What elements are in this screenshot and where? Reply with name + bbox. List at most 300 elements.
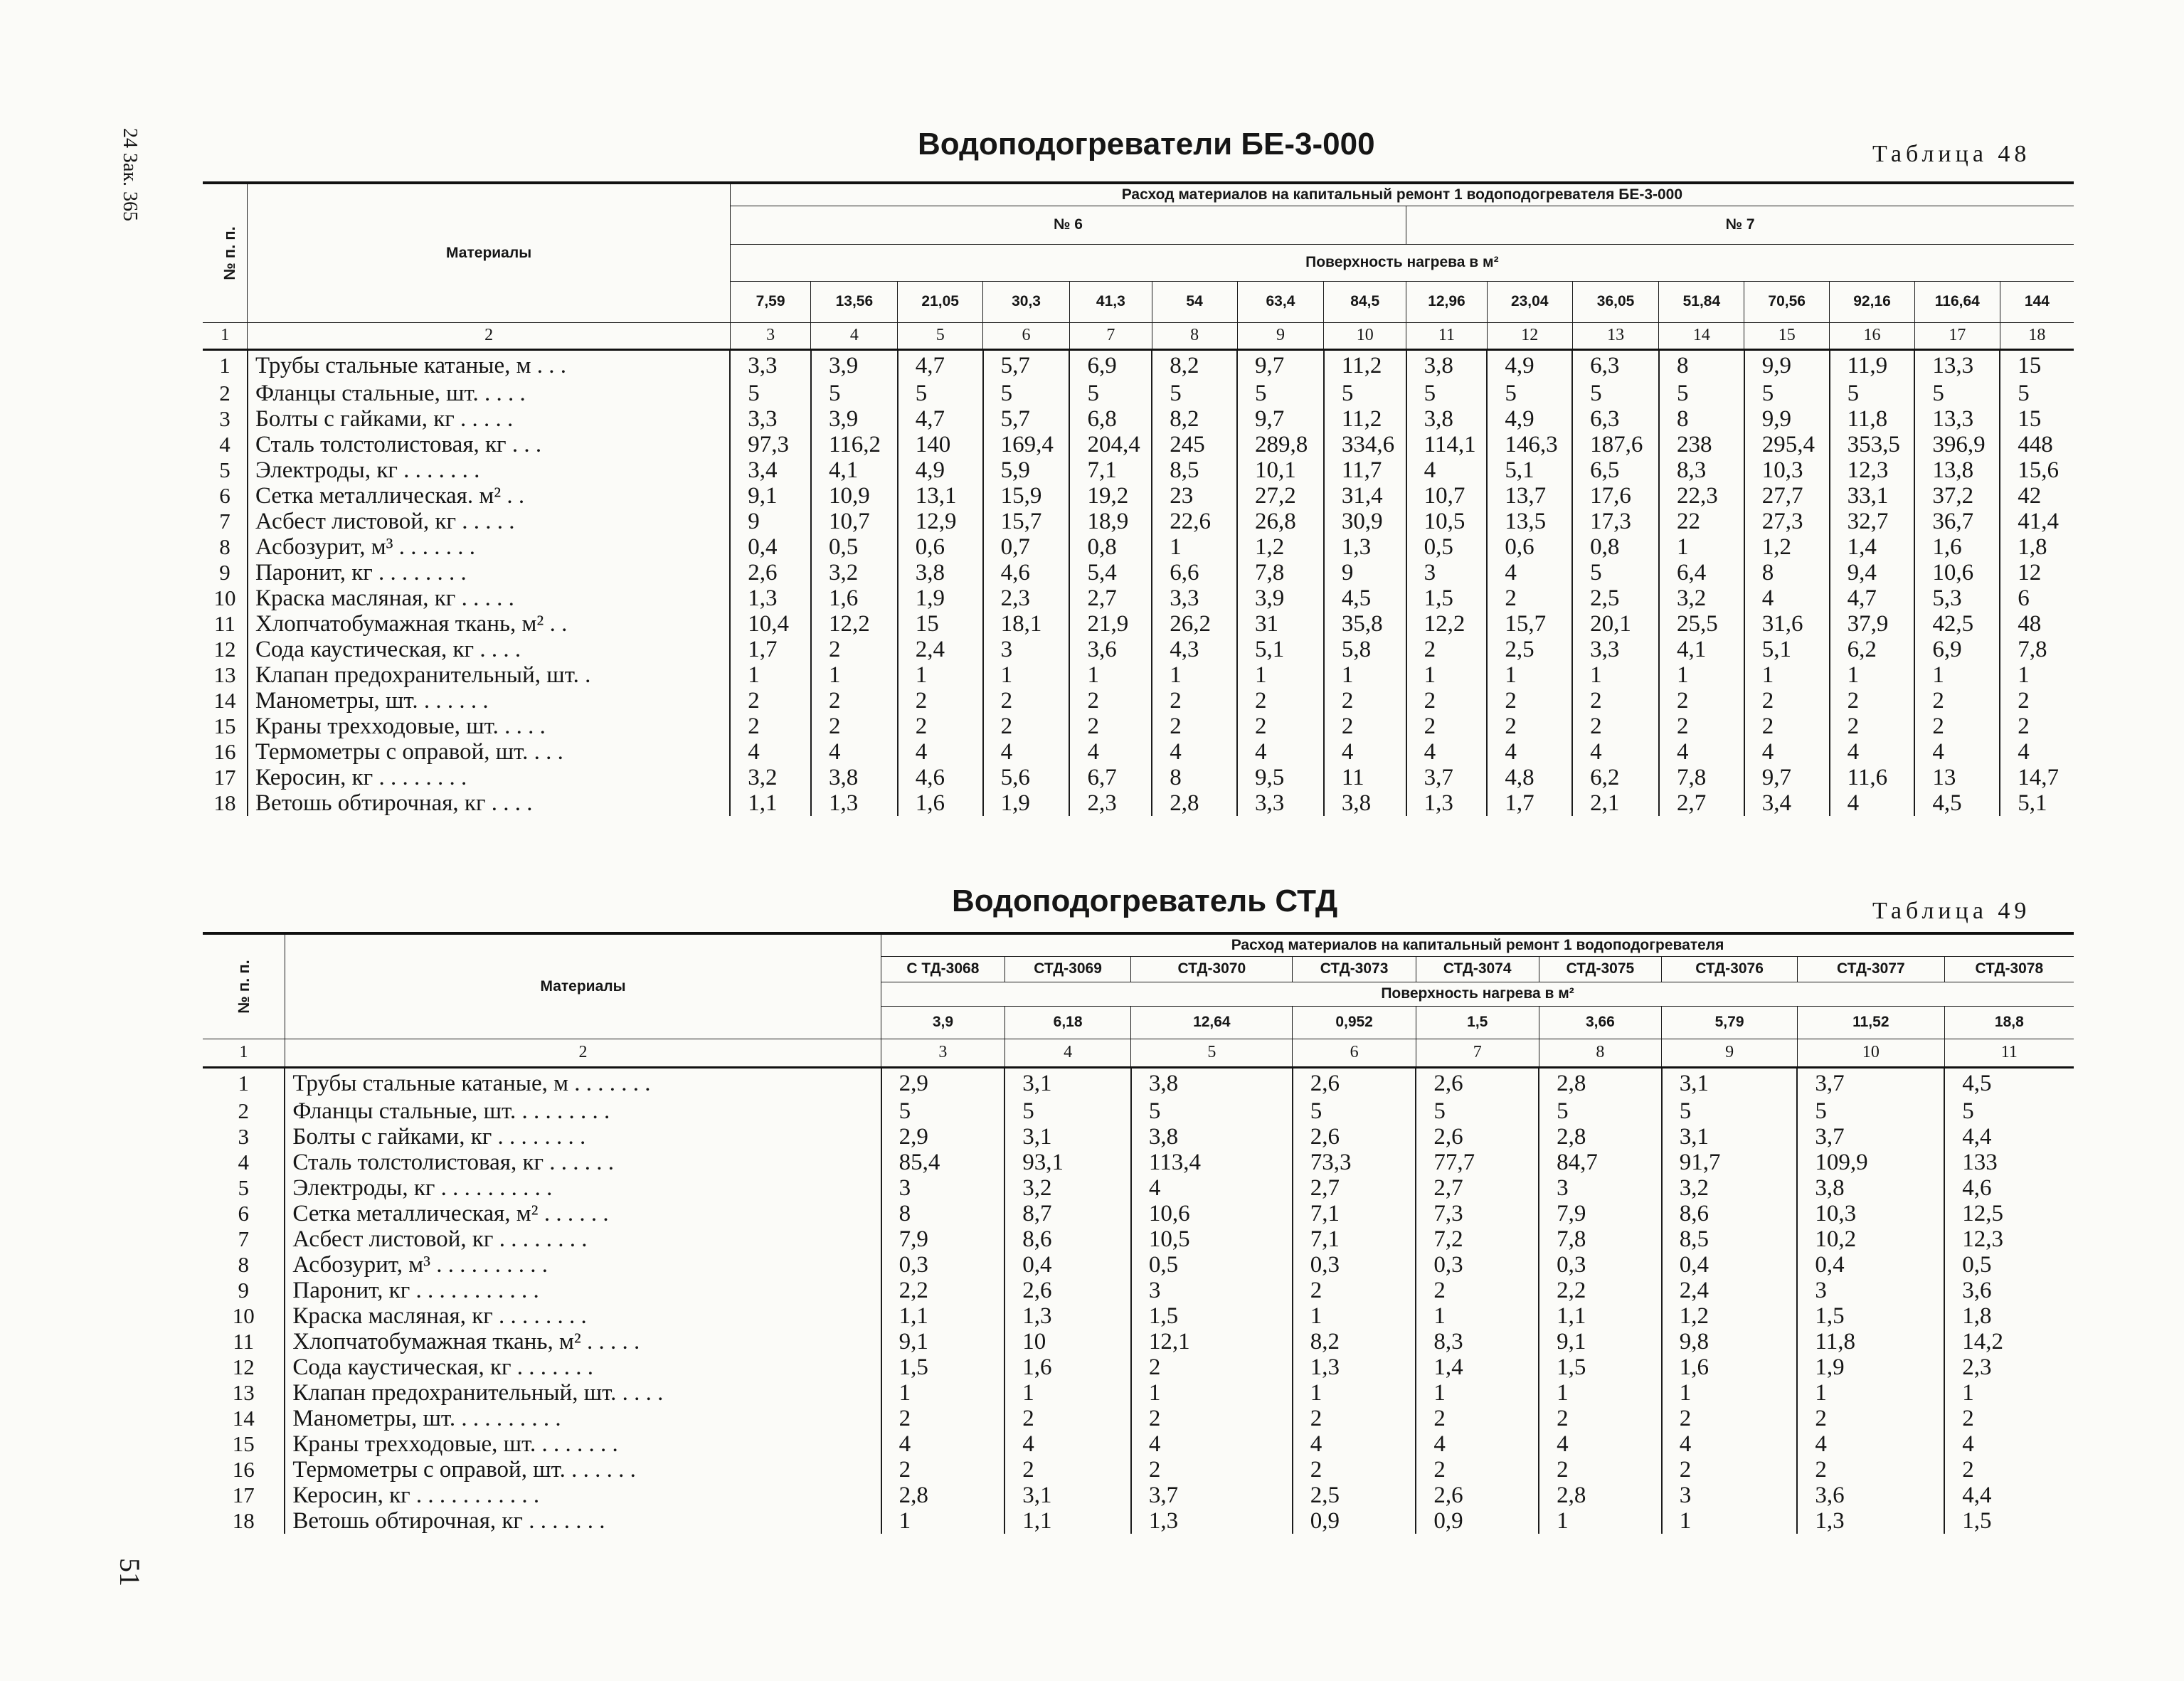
table48-cell-value: 22,3 [1659,483,1744,509]
table48-column-number: 16 [1830,322,1915,349]
table49-row [203,1252,2074,1278]
table49-column-number: 11 [1944,1039,2074,1067]
table48-row-index: 1 [219,352,230,378]
table48-cell-value: 3,3 [1152,585,1237,611]
table48-cell-value: 27,2 [1237,483,1324,509]
table49-cell-value: 113,4 [1131,1150,1293,1175]
table48-col-index-header: № п. п. [203,183,248,322]
table49-row-material: Краны трехходовые, шт. . . . . . . . [285,1431,881,1457]
table48-cell-value: 4,9 [1487,349,1572,381]
table49-row-material: Сталь толстолистовая, кг . . . . . . [285,1150,881,1175]
table48-cell-value: 448 [2000,432,2074,457]
table49-row [203,1508,2074,1534]
table48-cell-value: 1,6 [811,585,898,611]
table48-cell-value: 2 [1914,688,2000,714]
table49-cell-value: 0,3 [881,1252,1005,1278]
page-number: 51 [114,1558,146,1586]
table48-cell-value: 4 [1487,739,1572,765]
table48-cell-value: 13,3 [1914,349,2000,381]
table48-cell-value: 5,7 [983,349,1070,381]
table49-cell-value: 5 [1416,1098,1539,1124]
table48-cell-value: 0,4 [730,534,811,560]
table48-row-material: Электроды, кг . . . . . . . [248,457,730,483]
table49-surface-value: 0,952 [1293,1006,1416,1039]
table49-cell-value: 1,6 [1662,1354,1798,1380]
table49-cell-value: 4 [1131,1431,1293,1457]
table48-cell-value: 2 [1487,585,1572,611]
table48-cell-value: 9 [730,509,811,534]
table49-cell-value: 10,5 [1131,1226,1293,1252]
table49-cell-value: 2 [1944,1457,2074,1483]
table49-cell-value: 5 [1004,1098,1131,1124]
table48-surface-value: 92,16 [1830,281,1915,322]
table48-cell-value: 42 [2000,483,2074,509]
table49-cell-value: 5 [1131,1098,1293,1124]
table48-cell-value: 5,1 [1744,637,1830,662]
table48-cell-value: 2 [898,688,983,714]
table49-cell-value: 2,8 [1539,1067,1662,1098]
table49-cell-value: 2,2 [1539,1278,1662,1303]
table49-cell-value: 2 [1416,1278,1539,1303]
table49-cell-value: 0,3 [1539,1252,1662,1278]
table49 [203,932,2074,1534]
table48-cell-value: 2,3 [1069,790,1152,816]
table48-cell-value: 5 [1744,381,1830,406]
table48-cell-value: 2,8 [1152,790,1237,816]
table49-cell-value: 8,5 [1662,1226,1798,1252]
table49-cell-value: 2 [881,1457,1005,1483]
table48-cell-value: 3,8 [1406,349,1488,381]
table49-row [203,1406,2074,1431]
table49-cell-value: 2,3 [1944,1354,2074,1380]
table49-cell-value: 1,5 [1539,1354,1662,1380]
table48-cell-value: 10,9 [811,483,898,509]
table48-cell-value: 3 [1406,560,1488,585]
table48-cell-value: 5,7 [983,406,1070,432]
table48-cell-value: 13,1 [898,483,983,509]
table49-cell-value: 4 [1944,1431,2074,1457]
table48-cell-value: 4 [730,739,811,765]
table49-cell-value: 3 [1131,1278,1293,1303]
table49-cell-value: 8,7 [1004,1201,1131,1226]
table49-row-material: Трубы стальные катаные, м . . . . . . . [285,1067,881,1098]
table48-cell-value: 0,5 [1406,534,1488,560]
table48-cell-value: 2 [1744,714,1830,739]
table49-cell-value: 1 [1662,1380,1798,1406]
table48-cell-value: 2 [898,714,983,739]
table48-cell-value: 9,7 [1237,406,1324,432]
table48-column-number: 4 [811,322,898,349]
table48-cell-value: 4,1 [811,457,898,483]
table49-cell-value: 2 [1539,1406,1662,1431]
table48-cell-value: 5 [1659,381,1744,406]
table49-row-material: Паронит, кг . . . . . . . . . . . [285,1278,881,1303]
table48-cell-value: 4,7 [1830,585,1915,611]
table48-cell-value: 4 [1237,739,1324,765]
table49-row-index: 9 [238,1278,249,1303]
table49-cell-value: 4 [1539,1431,1662,1457]
table48-cell-value: 4 [1572,739,1659,765]
table49-cell-value: 7,1 [1293,1201,1416,1226]
table49-cell-value: 4 [1797,1431,1944,1457]
table49-model-header: СТД-3078 [1944,956,2074,982]
table48-cell-value: 14,7 [2000,765,2074,790]
table49-cell-value: 2 [1944,1406,2074,1431]
table49-row-index: 1 [238,1070,249,1096]
table48-surface-value: 13,56 [811,281,898,322]
table48-cell-value: 4 [1406,739,1488,765]
table48-cell-value: 238 [1659,432,1744,457]
table48-cell-value: 4 [1744,585,1830,611]
table49-cell-value: 11,8 [1797,1329,1944,1354]
table49-cell-value: 7,9 [1539,1201,1662,1226]
table49-row-index: 2 [238,1098,249,1123]
table49-row [203,1483,2074,1508]
table49-surface-value: 3,9 [881,1006,1005,1039]
table49-cell-value: 2,8 [1539,1483,1662,1508]
table48-cell-value: 10,3 [1744,457,1830,483]
table49-cell-value: 2,6 [1416,1483,1539,1508]
table49-cell-value: 1 [1131,1380,1293,1406]
table49-column-number: 9 [1662,1039,1798,1067]
table48-column-number: 14 [1659,322,1744,349]
table48-cell-value: 12 [2000,560,2074,585]
table48-cell-value: 5,3 [1914,585,2000,611]
table49-cell-value: 1,5 [1797,1303,1944,1329]
table48-cell-value: 3,9 [1237,585,1324,611]
table48-row-index: 10 [213,585,236,610]
table48-surface-value: 51,84 [1659,281,1744,322]
table49-surface-header: Поверхность нагрева в м² [881,982,2074,1006]
table48-row [203,483,2074,509]
table48-cell-value: 4,1 [1659,637,1744,662]
table49-cell-value: 2,6 [1416,1067,1539,1098]
table49-cell-value: 8,6 [1662,1201,1798,1226]
table49-cell-value: 3,1 [1004,1067,1131,1098]
table48-cell-value: 1 [1152,534,1237,560]
table49-cell-value: 10,2 [1797,1226,1944,1252]
table49-cell-value: 2 [1416,1406,1539,1431]
table49-cell-value: 9,1 [1539,1329,1662,1354]
table49-cell-value: 0,3 [1416,1252,1539,1278]
table48-cell-value: 37,2 [1914,483,2000,509]
table49-model-header: СТД-3069 [1004,956,1131,982]
table48-cell-value: 2 [730,688,811,714]
table48-cell-value: 15 [898,611,983,637]
table48-cell-value: 23 [1152,483,1237,509]
table48-cell-value: 30,9 [1324,509,1406,534]
table48-cell-value: 1 [1914,662,2000,688]
table48-surface-value: 70,56 [1744,281,1830,322]
table49-row [203,1278,2074,1303]
table49-cell-value: 2 [1131,1457,1293,1483]
table48-cell-value: 31 [1237,611,1324,637]
table48-cell-value: 11,2 [1324,406,1406,432]
table49-row-material: Асбозурит, м³ . . . . . . . . . . [285,1252,881,1278]
table48-surface-value: 21,05 [898,281,983,322]
table48-cell-value: 4,8 [1487,765,1572,790]
table49-cell-value: 3,7 [1131,1483,1293,1508]
table48-cell-value: 1,6 [898,790,983,816]
table48-cell-value: 2 [811,688,898,714]
table48-cell-value: 4 [2000,739,2074,765]
table48-cell-value: 1 [1406,662,1488,688]
table48-row-material: Сетка металлическая. м² . . [248,483,730,509]
table49-row-index: 3 [238,1124,249,1149]
table49-surface-value: 6,18 [1004,1006,1131,1039]
table48-cell-value: 1 [1237,662,1324,688]
table49-cell-value: 3 [1539,1175,1662,1201]
table48-cell-value: 20,1 [1572,611,1659,637]
table48-cell-value: 31,6 [1744,611,1830,637]
table48-cell-value: 2 [1237,714,1324,739]
table48-surface-value: 54 [1152,281,1237,322]
table49-cell-value: 1 [1539,1508,1662,1534]
table48-cell-value: 2 [730,714,811,739]
table49-cell-value: 1,2 [1662,1303,1798,1329]
table49-cell-value: 2 [1131,1406,1293,1431]
table49-cell-value: 4 [1293,1431,1416,1457]
table48-row-material: Асбест листовой, кг . . . . . [248,509,730,534]
table48-row-material: Клапан предохранительный, шт. . [248,662,730,688]
table49-cell-value: 7,8 [1539,1226,1662,1252]
table48-cell-value: 5 [1324,381,1406,406]
table48-cell-value: 42,5 [1914,611,2000,637]
table48-row-index: 11 [214,611,235,636]
table49-row [203,1354,2074,1380]
table48-cell-value: 10,1 [1237,457,1324,483]
table49-cell-value: 3,2 [1662,1175,1798,1201]
table48-cell-value: 6,4 [1659,560,1744,585]
table49-cell-value: 10 [1004,1329,1131,1354]
table48-cell-value: 2 [1237,688,1324,714]
table49-row-material: Керосин, кг . . . . . . . . . . . [285,1483,881,1508]
table48-cell-value: 3,3 [730,406,811,432]
table49-col-index-header: № п. п. [203,933,285,1039]
table49-cell-value: 10,3 [1797,1201,1944,1226]
table49-column-number: 10 [1797,1039,1944,1067]
table48-cell-value: 10,7 [1406,483,1488,509]
table48-cell-value: 4,6 [898,765,983,790]
table49-cell-value: 2,6 [1293,1067,1416,1098]
table48-surface-header: Поверхность нагрева в м² [730,244,2074,281]
table49-cell-value: 91,7 [1662,1150,1798,1175]
table48-column-number: 10 [1324,322,1406,349]
table49-row [203,1098,2074,1124]
table48-cell-value: 2 [2000,714,2074,739]
table48-cell-value: 48 [2000,611,2074,637]
table48-cell-value: 1,8 [2000,534,2074,560]
table49-cell-value: 0,3 [1293,1252,1416,1278]
table49-model-header: СТД-3070 [1131,956,1293,982]
table49-cell-value: 84,7 [1539,1150,1662,1175]
table48-cell-value: 18,1 [983,611,1070,637]
table48-column-number: 5 [898,322,983,349]
table48-cell-value: 0,7 [983,534,1070,560]
table48-cell-value: 1,2 [1237,534,1324,560]
table49-cell-value: 3 [881,1175,1005,1201]
table49-row [203,1380,2074,1406]
table49-cell-value: 1,5 [1944,1508,2074,1534]
table48-row [203,509,2074,534]
table48-cell-value: 22 [1659,509,1744,534]
table48-title: Водоподогреватели БЕ-3-000 [918,127,1375,161]
table49-cell-value: 3,1 [1004,1124,1131,1150]
table49-cell-value: 9,8 [1662,1329,1798,1354]
table49-cell-value: 4 [881,1431,1005,1457]
table48-cell-value: 1,3 [1324,534,1406,560]
table48-cell-value: 6,2 [1572,765,1659,790]
table48-cell-value: 1,2 [1744,534,1830,560]
table48-cell-value: 1 [1572,662,1659,688]
table48-cell-value: 8,2 [1152,406,1237,432]
table48-row-index: 6 [219,483,230,508]
table48-cell-value: 3,8 [898,560,983,585]
table48-cell-value: 0,8 [1572,534,1659,560]
table48-cell-value: 17,3 [1572,509,1659,534]
table48-cell-value: 2 [1487,714,1572,739]
table48-cell-value: 2 [1659,714,1744,739]
table49-cell-value: 2 [1797,1457,1944,1483]
table48-cell-value: 12,2 [811,611,898,637]
table48-row [203,739,2074,765]
table48-cell-value: 3,4 [730,457,811,483]
table49-cell-value: 2 [881,1406,1005,1431]
table48-cell-value: 13,7 [1487,483,1572,509]
table48-cell-value: 9,4 [1830,560,1915,585]
table48-surface-value: 144 [2000,281,2074,322]
table48-cell-value: 5 [1914,381,2000,406]
table48-row-index: 18 [213,790,236,815]
table48-cell-value: 27,3 [1744,509,1830,534]
table49-cell-value: 1 [1293,1303,1416,1329]
table49-cell-value: 2 [1797,1406,1944,1431]
table49-row-material: Хлопчатобумажная ткань, м² . . . . . [285,1329,881,1354]
table49-row-material: Клапан предохранительный, шт. . . . . [285,1380,881,1406]
table49-row-index: 15 [232,1431,255,1456]
table48-cell-value: 3,2 [1659,585,1744,611]
table48-cell-value: 2 [1659,688,1744,714]
table48-row [203,714,2074,739]
table48-cell-value: 4,9 [1487,406,1572,432]
table48-cell-value: 4 [1830,790,1915,816]
table48-column-number: 17 [1914,322,2000,349]
table49-cell-value: 1,6 [1004,1354,1131,1380]
table48-row-index: 16 [213,739,236,764]
table48-cell-value: 10,5 [1406,509,1488,534]
table48-cell-value: 3,6 [1069,637,1152,662]
table49-model-header: СТД-3076 [1662,956,1798,982]
table49-cell-value: 4,4 [1944,1483,2074,1508]
table48-cell-value: 1,3 [730,585,811,611]
table48-cell-value: 5 [898,381,983,406]
table49-cell-value: 1 [881,1380,1005,1406]
table48-row-material: Сталь толстолистовая, кг . . . [248,432,730,457]
table48-row-material: Керосин, кг . . . . . . . . [248,765,730,790]
table49-column-number: 8 [1539,1039,1662,1067]
table48-cell-value: 4 [1152,739,1237,765]
table48-cell-value: 245 [1152,432,1237,457]
table48-cell-value: 8 [1659,406,1744,432]
table48-cell-value: 1,7 [730,637,811,662]
table48-cell-value: 3,8 [811,765,898,790]
table49-cell-value: 0,4 [1004,1252,1131,1278]
table48-cell-value: 1 [983,662,1070,688]
table48-cell-value: 13 [1914,765,2000,790]
table49-model-header: СТД-3073 [1293,956,1416,982]
table49-spanning-header: Расход материалов на капитальный ремонт 1 водоподогревателя [881,933,2074,956]
table49-row-index: 7 [238,1226,249,1251]
table49-cell-value: 1,8 [1944,1303,2074,1329]
table49-column-number: 1 [203,1039,285,1067]
table48-group-header-7: № 7 [1406,206,2074,244]
table49-cell-value: 2 [1539,1457,1662,1483]
table49-cell-value: 77,7 [1416,1150,1539,1175]
table48-cell-value: 7,8 [1659,765,1744,790]
table48-column-number: 3 [730,322,811,349]
table49-cell-value: 133 [1944,1150,2074,1175]
table48-cell-value: 1 [898,662,983,688]
table48-cell-value: 1 [2000,662,2074,688]
table49-cell-value: 1,1 [1539,1303,1662,1329]
table48-cell-value: 4 [1406,457,1488,483]
margin-order-note: 24 Зак. 365 [119,128,141,222]
table49-row [203,1303,2074,1329]
table49-row-index: 11 [233,1329,255,1354]
table48-row [203,457,2074,483]
table49-cell-value: 1 [1004,1380,1131,1406]
table49-cell-value: 2,2 [881,1278,1005,1303]
table48-cell-value: 10,7 [811,509,898,534]
table49-cell-value: 1 [1944,1380,2074,1406]
table49-row-index: 12 [232,1354,255,1379]
table49-cell-value: 12,3 [1944,1226,2074,1252]
table49-cell-value: 0,5 [1944,1252,2074,1278]
table49-surface-value: 1,5 [1416,1006,1539,1039]
table48-cell-value: 11,8 [1830,406,1915,432]
table48-cell-value: 2 [811,714,898,739]
table49-column-number: 3 [881,1039,1005,1067]
table48-cell-value: 5,6 [983,765,1070,790]
table48-row-index: 9 [219,560,230,585]
table49-cell-value: 2,6 [1416,1124,1539,1150]
table49-row [203,1150,2074,1175]
table48-cell-value: 116,2 [811,432,898,457]
table48-column-number: 13 [1572,322,1659,349]
table49-cell-value: 1,3 [1131,1508,1293,1534]
table48-cell-value: 295,4 [1744,432,1830,457]
table49-cell-value: 9,1 [881,1329,1005,1354]
table49-cell-value: 0,9 [1293,1508,1416,1534]
table48-row-material: Сода каустическая, кг . . . . [248,637,730,662]
table48-cell-value: 5,1 [2000,790,2074,816]
table49-column-number: 5 [1131,1039,1293,1067]
table48-row-index: 8 [219,534,230,559]
table48-row-index: 2 [219,381,230,405]
table49-row-material: Ветошь обтирочная, кг . . . . . . . [285,1508,881,1534]
table48-row [203,381,2074,406]
table49-cell-value: 1,3 [1293,1354,1416,1380]
table49-cell-value: 2 [1131,1354,1293,1380]
table49-cell-value: 3,8 [1131,1067,1293,1098]
table48-cell-value: 9 [1324,560,1406,585]
table49-surface-value: 11,52 [1797,1006,1944,1039]
table48-cell-value: 2 [1572,714,1659,739]
table48-row-index: 4 [219,432,230,457]
table48-cell-value: 8,2 [1152,349,1237,381]
table48-cell-value: 396,9 [1914,432,2000,457]
table48-row-material: Болты с гайками, кг . . . . . [248,406,730,432]
